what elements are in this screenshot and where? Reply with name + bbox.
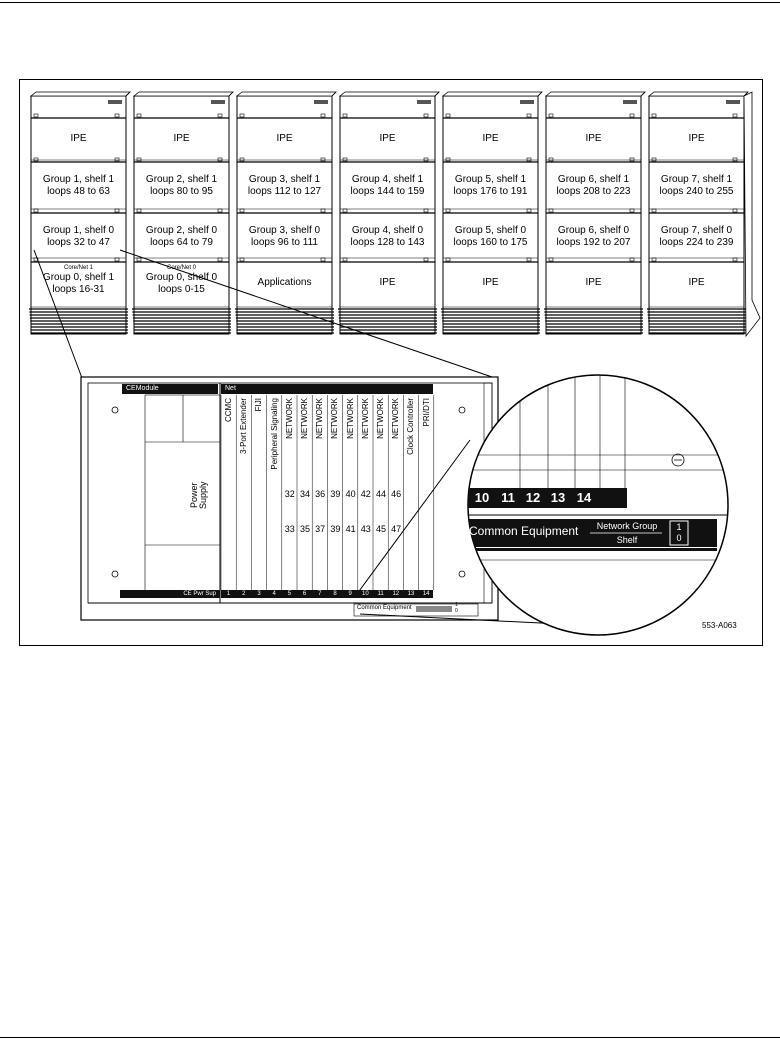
loops-text: loops 16-31: [52, 284, 105, 295]
cabinet-shelf-label: [135, 265, 228, 296]
loops-text: loops 32 to 47: [47, 237, 110, 248]
group-shelf-text: Group 7, shelf 0: [660, 225, 733, 236]
shelf-text: IPE: [70, 133, 87, 144]
loop-number-bottom: 35: [299, 524, 310, 534]
group-shelf-text: Group 7, shelf 1: [660, 174, 733, 185]
card-label: Peripheral Signaling: [269, 398, 279, 470]
slot-number: 5: [287, 591, 292, 597]
cabinet-shelf-label: [444, 225, 537, 249]
group-shelf-text: Group 5, shelf 0: [454, 225, 527, 236]
loops-text: loops 64 to 79: [150, 237, 213, 248]
shelf-text: IPE: [585, 277, 602, 288]
group-shelf-text: Group 0, shelf 0: [145, 272, 218, 283]
cabinet-shelf-label: [135, 225, 228, 249]
slot-number: 6: [302, 591, 307, 597]
net-header: Net: [221, 384, 433, 394]
card-label: NETWORK: [360, 398, 370, 439]
loops-text: loops 240 to 255: [659, 186, 734, 197]
loop-number-bottom: 37: [315, 524, 326, 534]
card-label: FIJI: [254, 398, 264, 412]
loop-number-top: 36: [315, 489, 326, 499]
zoom-slot-number: 9: [454, 490, 462, 505]
power-supply-label: Power Supply: [189, 481, 208, 509]
small-shelf-value: 0: [455, 608, 458, 614]
bottom-rule: [0, 1037, 780, 1038]
cabinet-shelf-label: [444, 174, 537, 198]
cabinet-shelf-label: [238, 225, 331, 249]
slot-number: 11: [377, 591, 384, 597]
loops-text: loops 0-15: [158, 284, 205, 295]
loops-text: loops 128 to 143: [350, 237, 425, 248]
cabinet-shelf-label: [32, 174, 125, 198]
loop-number-bottom: 41: [345, 524, 356, 534]
cabinet-shelf-label: [650, 174, 743, 198]
cabinet-shelf-label: [444, 133, 537, 145]
card-label: NETWORK: [330, 398, 340, 439]
zoom-slot-number: 10: [474, 490, 490, 505]
cabinet-shelf-label: [650, 225, 743, 249]
loops-text: loops 192 to 207: [556, 237, 631, 248]
loop-number-top: 40: [345, 489, 356, 499]
shelf-text: IPE: [688, 277, 705, 288]
shelf-text: IPE: [482, 133, 499, 144]
slot-number: 1: [226, 591, 231, 597]
loops-text: loops 112 to 127: [247, 186, 322, 197]
shelf-text: IPE: [379, 277, 396, 288]
loops-text: loops 144 to 159: [350, 186, 425, 197]
loop-number-bottom: 45: [375, 524, 386, 534]
cabinet-shelf-label: [238, 174, 331, 198]
card-label: NETWORK: [300, 398, 309, 439]
slot-number: 4: [272, 591, 276, 597]
group-shelf-text: Group 1, shelf 1: [42, 174, 115, 185]
shelf-text: IPE: [173, 133, 190, 144]
zoom-common-equipment: Common Equipment: [469, 524, 579, 538]
ce-pwr-sup-bar: CE Pwr Sup: [120, 590, 220, 598]
card-label: NETWORK: [345, 398, 355, 439]
cabinet-shelf-label: [238, 133, 331, 145]
shelf-text: IPE: [688, 133, 705, 144]
cabinet-shelf-label: [341, 174, 434, 198]
group-shelf-text: Group 3, shelf 1: [248, 174, 321, 185]
loops-text: loops 160 to 175: [453, 237, 528, 248]
group-shelf-text: Group 2, shelf 1: [145, 174, 218, 185]
loops-text: loops 208 to 223: [556, 186, 631, 197]
loop-number-top: 32: [284, 489, 295, 499]
cabinet-shelf-label: [341, 277, 434, 289]
cabinet-shelf-label: [547, 133, 640, 145]
group-shelf-text: Group 4, shelf 0: [351, 225, 424, 236]
cabinet-shelf-label: [135, 174, 228, 198]
cabinet-shelf-label: [650, 133, 743, 145]
cabinet-shelf-label: [547, 277, 640, 289]
card-label: Clock Controller: [406, 398, 416, 455]
slot-number: 14: [422, 591, 430, 597]
slot-number: 2: [242, 591, 246, 597]
loops-text: loops 176 to 191: [453, 186, 528, 197]
group-shelf-text: Group 0, shelf 1: [42, 272, 115, 283]
loops-text: loops 80 to 95: [150, 186, 213, 197]
zoom-shelf-value: 0: [676, 533, 682, 543]
loops-text: loops 96 to 111: [251, 237, 318, 248]
group-shelf-text: Group 5, shelf 1: [454, 174, 527, 185]
core-net-label: Core/Net 0: [166, 265, 196, 271]
loop-number-top: 39: [330, 489, 341, 499]
zoom-network-group: Network Group: [596, 521, 658, 531]
loop-number-bottom: 33: [284, 524, 295, 534]
core-net-label: Core/Net 1: [63, 265, 93, 271]
slot-number: 10: [362, 591, 369, 597]
zoom-slot-number: 12: [525, 490, 541, 505]
cabinet-shelf-label: [650, 277, 743, 289]
loop-number-bottom: 39: [330, 524, 341, 534]
loops-text: loops 224 to 239: [659, 237, 734, 248]
zoom-slot-number: 14: [576, 490, 592, 505]
loop-number-top: 44: [375, 489, 386, 499]
slot-number: 12: [392, 591, 400, 597]
slot-number: 7: [318, 591, 322, 597]
loop-number-top: 46: [391, 489, 402, 499]
group-shelf-text: Group 2, shelf 0: [145, 225, 218, 236]
loop-number-top: 42: [360, 489, 371, 499]
shelf-text: Applications: [257, 277, 312, 288]
cabinet-shelf-label: [32, 133, 125, 145]
card-label: 3-Port Extender: [239, 398, 249, 455]
group-shelf-text: Group 6, shelf 1: [557, 174, 630, 185]
cabinet-shelf-label: [135, 133, 228, 145]
figure-id: 553-A063: [702, 621, 737, 630]
group-shelf-text: Group 3, shelf 0: [248, 225, 321, 236]
slot-number: 13: [407, 591, 415, 597]
loop-number-top: 34: [299, 489, 310, 499]
slot-number: 3: [257, 591, 261, 597]
slot-number: 8: [333, 591, 337, 597]
group-shelf-text: Group 6, shelf 0: [557, 225, 630, 236]
shelf-text: IPE: [585, 133, 602, 144]
group-shelf-text: Group 4, shelf 1: [351, 174, 424, 185]
zoom-slot-number: 11: [501, 490, 515, 505]
cabinet-shelf-label: [341, 225, 434, 249]
shelf-text: IPE: [482, 277, 499, 288]
zoom-shelf: Shelf: [616, 535, 638, 545]
loop-number-bottom: 47: [391, 524, 402, 534]
cabinet-shelf-label: [444, 277, 537, 289]
common-equipment-small: Common Equipment: [357, 605, 412, 611]
loop-number-bottom: 43: [360, 524, 371, 534]
card-label: CCMC: [224, 398, 233, 422]
group-shelf-text: Group 1, shelf 0: [42, 225, 115, 236]
slot-number: 9: [348, 591, 352, 597]
shelf-text: IPE: [276, 133, 293, 144]
card-label: PRI/DTI: [421, 398, 431, 427]
loops-text: loops 48 to 63: [47, 186, 110, 197]
card-label: NETWORK: [315, 398, 325, 439]
small-group-value: 1: [455, 602, 458, 608]
cabinet-shelf-label: [32, 265, 125, 296]
zoom-group-value: 1: [676, 522, 682, 532]
card-label: NETWORK: [391, 398, 401, 439]
card-label: NETWORK: [284, 398, 294, 439]
ce-module-header: CEModule: [122, 384, 218, 394]
cabinet-shelf-label: [547, 174, 640, 198]
cabinet-shelf-label: [547, 225, 640, 249]
cabinet-shelf-label: [32, 225, 125, 249]
zoom-slot-number: 13: [550, 490, 566, 505]
cabinet-shelf-label: [238, 277, 331, 289]
shelf-text: IPE: [379, 133, 396, 144]
card-label: NETWORK: [376, 398, 385, 439]
cabinet-shelf-label: [341, 133, 434, 145]
